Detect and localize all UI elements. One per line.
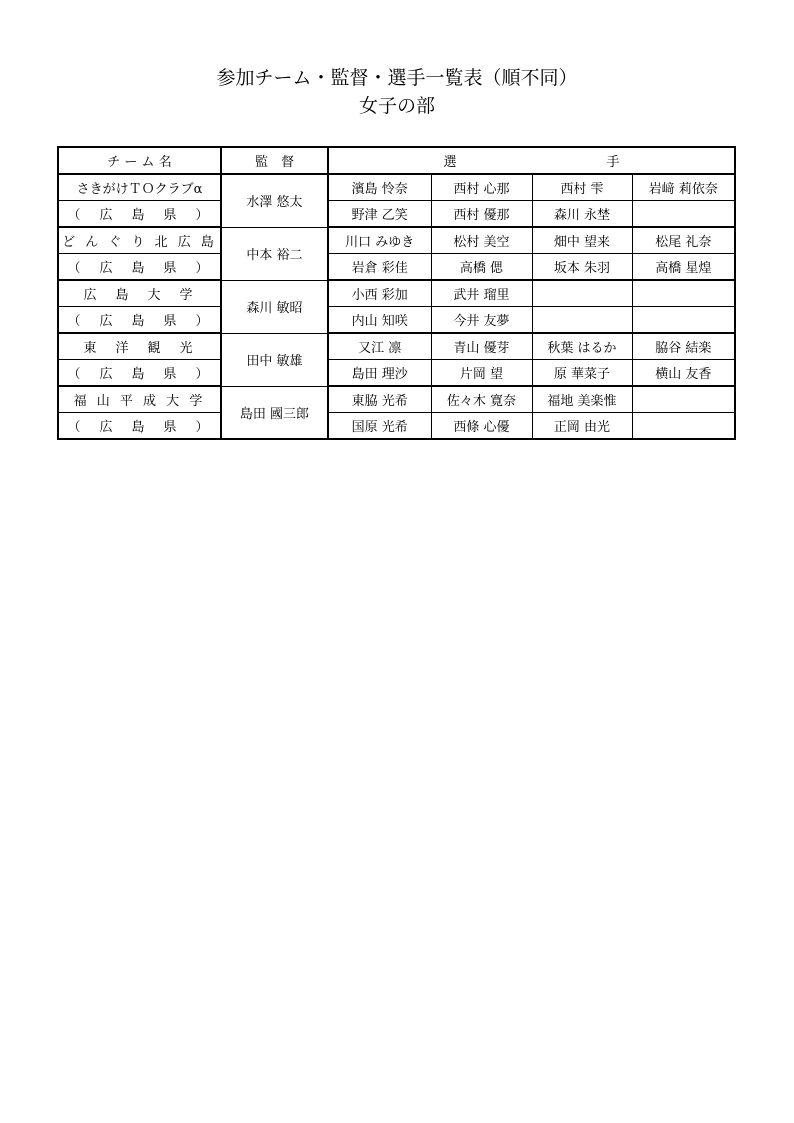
player-cell: 正岡 由光 [532, 413, 632, 440]
team-prefecture-cell [58, 307, 221, 334]
team-name-cell [58, 280, 221, 307]
team-name: 広 島 大 学 [83, 288, 196, 303]
player-cell: 野津 乙笑 [328, 201, 431, 228]
header-team [58, 147, 221, 174]
table-row [58, 360, 735, 387]
player-cell: 秋葉 はるか [532, 333, 632, 360]
table-row [58, 413, 735, 440]
team-name: ど ん ぐ り 北 広 島 [62, 235, 217, 250]
header-coach [221, 147, 328, 174]
player-cell [632, 201, 735, 228]
player-cell: 小西 彩加 [328, 280, 431, 307]
player-cell: 福地 美楽惟 [532, 386, 632, 413]
header-row [58, 147, 735, 174]
team-name: さきがけＴＯクラブα [76, 182, 203, 197]
player-cell: 又江 凛 [328, 333, 431, 360]
player-cell [532, 280, 632, 307]
player-cell [532, 307, 632, 334]
player-cell: 内山 知咲 [328, 307, 431, 334]
coach-cell [221, 174, 328, 227]
player-cell: 島田 理沙 [328, 360, 431, 387]
coach-cell [221, 280, 328, 333]
player-cell: 松村 美空 [431, 227, 532, 254]
player-cell: 脇谷 結楽 [632, 333, 735, 360]
player-cell: 畑中 望来 [532, 227, 632, 254]
team-prefecture-cell [58, 360, 221, 387]
player-cell: 西村 心那 [431, 174, 532, 201]
player-cell: 東脇 光希 [328, 386, 431, 413]
player-cell: 青山 優芽 [431, 333, 532, 360]
page-title: 参加チーム・監督・選手一覧表（順不同） [216, 67, 578, 89]
player-cell: 坂本 朱羽 [532, 254, 632, 281]
team-prefecture-cell [58, 201, 221, 228]
player-cell: 佐々木 寛奈 [431, 386, 532, 413]
player-cell [632, 307, 735, 334]
player-cell: 川口 みゆき [328, 227, 431, 254]
team-name-cell [58, 227, 221, 254]
coach-cell [221, 386, 328, 439]
team-name-cell [58, 386, 221, 413]
table-row [58, 280, 735, 307]
player-cell [632, 280, 735, 307]
table-row [58, 333, 735, 360]
coach-name: 島田 國三郎 [239, 406, 310, 422]
header-players-label-1: 選 [443, 155, 457, 170]
team-name: 福 山 平 成 大 学 [73, 394, 206, 409]
team-name-cell [58, 174, 221, 201]
table-row [58, 386, 735, 413]
coach-cell [221, 333, 328, 386]
player-cell: 国原 光希 [328, 413, 431, 440]
player-cell: 片岡 望 [431, 360, 532, 387]
team-prefecture: （ 広 島 県 ） [67, 420, 212, 435]
player-cell: 森川 永埜 [532, 201, 632, 228]
header-team-label: チ ー ム 名 [107, 155, 172, 170]
coach-name: 中本 裕二 [246, 248, 303, 263]
player-cell: 高橋 偲 [431, 254, 532, 281]
coach-name: 森川 敏昭 [246, 301, 303, 316]
player-cell: 武井 瑠里 [431, 280, 532, 307]
table-row [58, 174, 735, 201]
player-cell: 今井 友夢 [431, 307, 532, 334]
player-cell: 岩倉 彩佳 [328, 254, 431, 281]
player-cell: 高橋 星煌 [632, 254, 735, 281]
header-coach-label: 監 督 [254, 155, 294, 170]
header-players [328, 147, 735, 174]
player-cell: 岩﨑 莉依奈 [632, 174, 735, 201]
team-prefecture-cell [58, 254, 221, 281]
coach-cell [221, 227, 328, 280]
player-cell: 松尾 礼奈 [632, 227, 735, 254]
team-prefecture: （ 広 島 県 ） [67, 261, 212, 276]
team-prefecture: （ 広 島 県 ） [67, 314, 212, 329]
player-cell: 西條 心優 [431, 413, 532, 440]
player-cell: 横山 友香 [632, 360, 735, 387]
player-cell: 原 華菜子 [532, 360, 632, 387]
player-cell [632, 413, 735, 440]
team-prefecture-cell [58, 413, 221, 440]
table-row [58, 201, 735, 228]
table-row [58, 307, 735, 334]
coach-name: 田中 敏雄 [246, 354, 303, 369]
page-subtitle: 女子の部 [358, 95, 435, 117]
table-row [58, 227, 735, 254]
roster-table [57, 146, 736, 440]
player-cell [632, 386, 735, 413]
player-cell: 西村 優那 [431, 201, 532, 228]
coach-name: 水澤 悠太 [246, 195, 303, 211]
team-prefecture: （ 広 島 県 ） [67, 208, 212, 223]
header-players-label-2: 手 [606, 155, 620, 170]
table-row [58, 254, 735, 281]
player-cell: 西村 雫 [532, 174, 632, 201]
player-cell: 濱島 怜奈 [328, 174, 431, 201]
team-name: 東 洋 観 光 [83, 341, 196, 356]
team-prefecture: （ 広 島 県 ） [67, 367, 212, 382]
team-name-cell [58, 333, 221, 360]
